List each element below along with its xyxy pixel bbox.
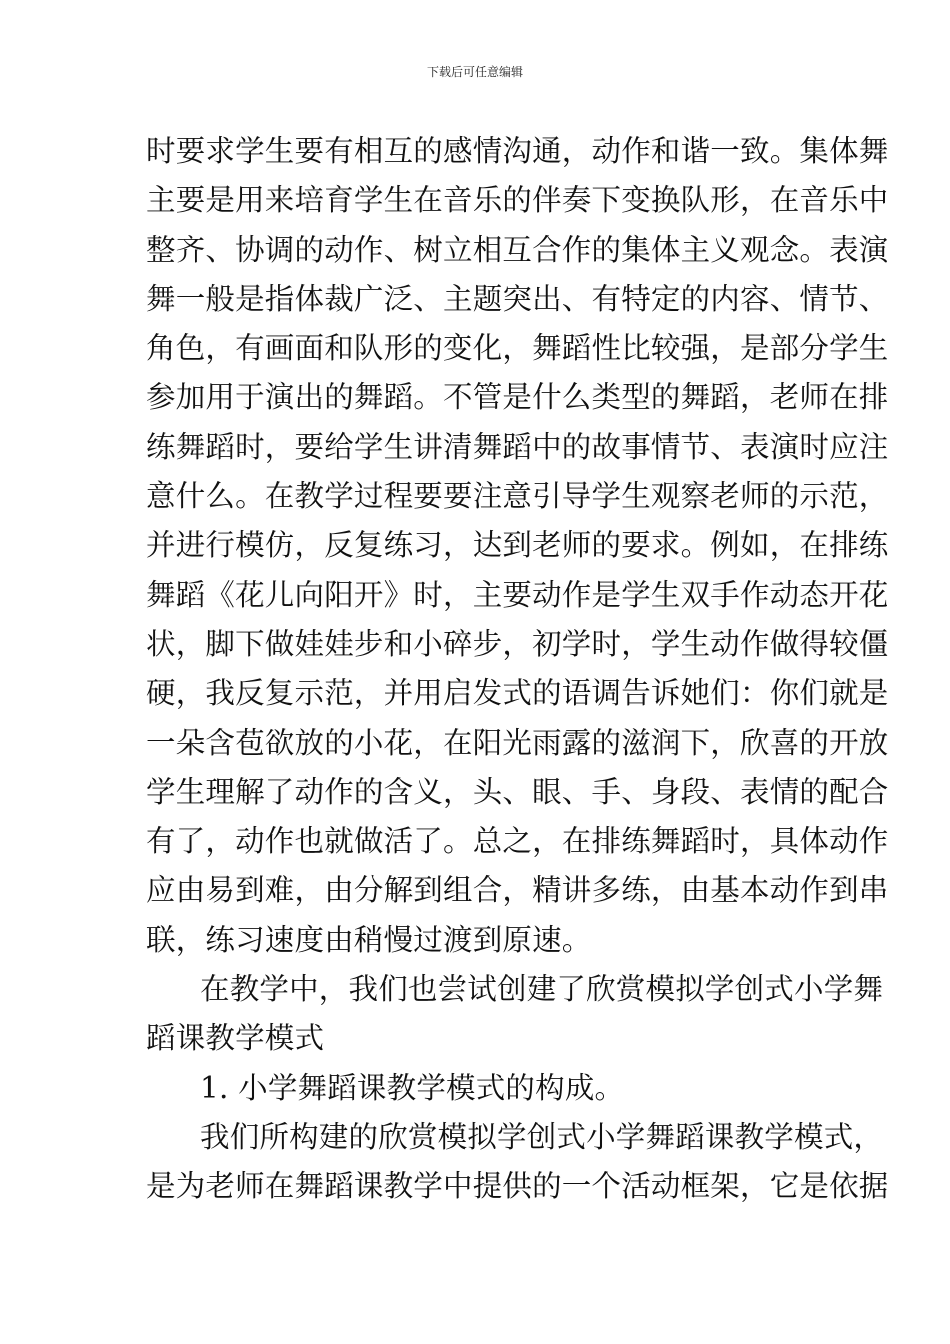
text-line: 学生理解了动作的含义，头、眼、手、身段、表情的配合 xyxy=(146,774,889,809)
text-line: 联，练习速度由稍慢过渡到原速。 xyxy=(146,922,592,957)
page-header: 下载后可任意编辑 xyxy=(426,65,523,79)
text-line: 舞一般是指体裁广泛、主题突出、有特定的内容、情节、 xyxy=(146,281,889,316)
text-line: 并进行模仿，反复练习，达到老师的要求。例如，在排练 xyxy=(146,528,889,563)
text-line: 角色，有画面和队形的变化，舞蹈性比较强，是部分学生 xyxy=(146,331,889,366)
text-line: 应由易到难，由分解到组合，精讲多练，由基本动作到串 xyxy=(146,873,889,908)
document-body xyxy=(146,127,889,1212)
text-line: 一朵含苞欲放的小花，在阳光雨露的滋润下，欣喜的开放 xyxy=(146,725,889,760)
text-line: 参加用于演出的舞蹈。不管是什么类型的舞蹈，老师在排 xyxy=(146,380,889,415)
text-line: 状，脚下做娃娃步和小碎步，初学时，学生动作做得较僵 xyxy=(146,626,889,661)
section-heading: 1. 小学舞蹈课教学模式的构成。 xyxy=(200,1070,625,1105)
text-line: 舞蹈《花儿向阳开》时，主要动作是学生双手作动态开花 xyxy=(146,577,889,612)
text-line: 时要求学生要有相互的感情沟通，动作和谐一致。集体舞 xyxy=(146,134,889,168)
text-line: 硬，我反复示范，并用启发式的语调告诉她们：你们就是 xyxy=(146,676,889,711)
text-line: 有了，动作也就做活了。总之，在排练舞蹈时，具体动作 xyxy=(146,824,889,859)
text-line: 是为老师在舞蹈课教学中提供的一个活动框架，它是依据 xyxy=(146,1169,889,1204)
paragraph-first-line: 我们所构建的欣赏模拟学创式小学舞蹈课教学模式， xyxy=(200,1119,884,1154)
text-line: 蹈课教学模式 xyxy=(146,1021,325,1056)
text-line: 主要是用来培育学生在音乐的伴奏下变换队形，在音乐中 xyxy=(146,183,889,218)
text-line: 整齐、协调的动作、树立相互合作的集体主义观念。表演 xyxy=(146,232,889,267)
text-line: 练舞蹈时，要给学生讲清舞蹈中的故事情节、表演时应注 xyxy=(146,429,889,464)
paragraph-first-line: 在教学中，我们也尝试创建了欣赏模拟学创式小学舞 xyxy=(200,972,884,1007)
text-line: 意什么。在教学过程要要注意引导学生观察老师的示范， xyxy=(146,479,889,514)
